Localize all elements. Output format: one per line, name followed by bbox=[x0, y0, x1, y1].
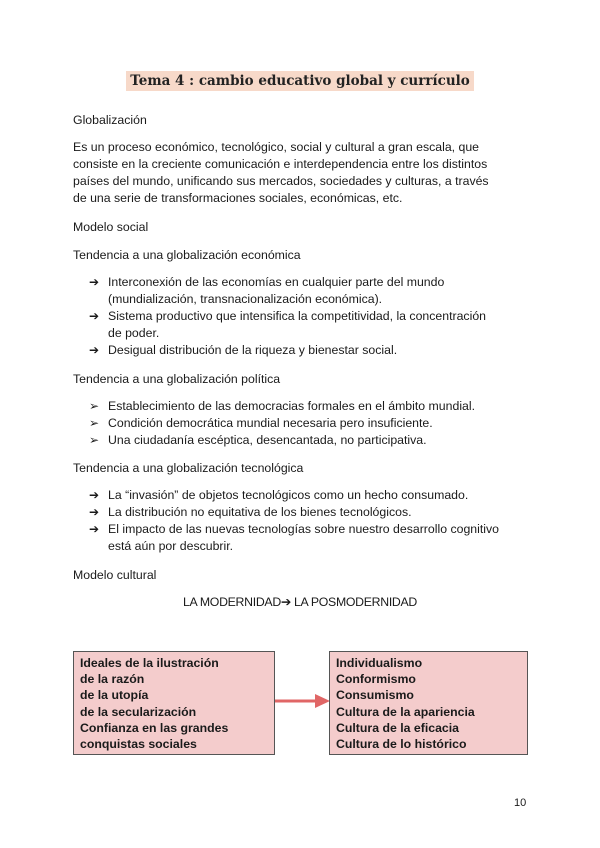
page-number: 10 bbox=[514, 797, 527, 809]
list-item-line: Establecimiento de las democracias formales en el ámbito mundial. bbox=[108, 399, 476, 413]
right-arrow-icon bbox=[275, 693, 331, 709]
box-line: Cultura de la eficacia bbox=[336, 720, 460, 735]
page-title: Tema 4 : cambio educativo global y currículo bbox=[126, 71, 474, 91]
box-line: Cultura de la apariencia bbox=[336, 704, 475, 719]
paragraph-line: países del mundo, unificando sus mercados, sociedades y culturas, a través bbox=[73, 174, 489, 188]
list-item bbox=[89, 432, 539, 449]
box-line: Cultura de lo histórico bbox=[336, 737, 467, 752]
arrow-bullet-icon: ➔ bbox=[89, 505, 100, 519]
arrow-bullet-icon: ➔ bbox=[89, 275, 100, 289]
arrow-bullet-icon: ➔ bbox=[89, 309, 100, 323]
chevron-bullet-icon: ➢ bbox=[89, 416, 100, 430]
chevron-bullet-icon: ➢ bbox=[89, 433, 100, 447]
list-item-line: La distribución no equitativa de los bienes tecnológicos. bbox=[108, 505, 412, 519]
modernidad-box bbox=[73, 651, 275, 755]
list-item bbox=[89, 504, 539, 521]
list-item bbox=[89, 521, 539, 555]
modelo-cultural-heading: Modelo cultural bbox=[73, 568, 157, 582]
box-line: Consumismo bbox=[336, 688, 414, 703]
chevron-bullet-icon: ➢ bbox=[89, 399, 100, 413]
globalizacion-paragraph bbox=[73, 139, 533, 207]
title-wrap bbox=[0, 71, 600, 91]
posmodernidad-box bbox=[329, 651, 528, 755]
box-line: de la secularización bbox=[80, 704, 197, 719]
list-item-line: Interconexión de las economías en cualquier parte del mundo bbox=[108, 275, 445, 289]
paragraph-line: de una serie de transformaciones sociales, económicas, etc. bbox=[73, 191, 403, 205]
tendencia-politica-heading: Tendencia a una globalización política bbox=[73, 372, 281, 386]
list-item bbox=[89, 398, 539, 415]
arrow-bullet-icon: ➔ bbox=[89, 488, 100, 502]
paragraph-line: Es un proceso económico, tecnológico, social y cultural a gran escala, que bbox=[73, 140, 480, 154]
list-item-line: Sistema productivo que intensifica la competitividad, la concentración bbox=[108, 309, 486, 323]
list-item-line: Desigual distribución de la riqueza y bienestar social. bbox=[108, 343, 398, 357]
box-line: Individualismo bbox=[336, 656, 423, 670]
modernidad-line: LA MODERNIDAD➔ LA POSMODERNIDAD bbox=[182, 595, 417, 609]
box-line: de la razón bbox=[80, 672, 145, 687]
list-item-line: está aún por descubrir. bbox=[108, 539, 234, 553]
modelo-social-heading: Modelo social bbox=[73, 220, 149, 234]
box-line: Confianza en las grandes bbox=[80, 720, 229, 735]
list-item-line: (mundialización, transnacionalización económica). bbox=[108, 292, 383, 306]
box-line: conquistas sociales bbox=[80, 737, 197, 752]
globalizacion-heading: Globalización bbox=[73, 113, 147, 127]
list-item bbox=[89, 342, 539, 359]
list-item bbox=[89, 308, 539, 342]
paragraph-line: consiste en la creciente comunicación e interdependencia entre los distintos bbox=[73, 157, 488, 171]
list-item-line: Una ciudadanía escéptica, desencantada, no participativa. bbox=[108, 433, 427, 447]
tendencia-economica-heading: Tendencia a una globalización económica bbox=[73, 248, 301, 262]
list-item-line: de poder. bbox=[108, 326, 160, 340]
politica-list bbox=[89, 398, 539, 449]
list-item-line: El impacto de las nuevas tecnologías sobre nuestro desarrollo cognitivo bbox=[108, 522, 499, 536]
list-item-line: La “invasión” de objetos tecnológicos como un hecho consumado. bbox=[108, 488, 469, 502]
economica-list bbox=[89, 274, 539, 359]
list-item bbox=[89, 274, 539, 308]
box-line: de la utopía bbox=[80, 688, 149, 703]
arrow-bullet-icon: ➔ bbox=[89, 343, 100, 357]
tendencia-tecnologica-heading: Tendencia a una globalización tecnológica bbox=[73, 461, 304, 475]
list-item bbox=[89, 415, 539, 432]
tecnologica-list bbox=[89, 487, 539, 555]
box-line: Ideales de la ilustración bbox=[80, 656, 219, 670]
list-item bbox=[89, 487, 539, 504]
list-item-line: Condición democrática mundial necesaria pero insuficiente. bbox=[108, 416, 433, 430]
arrow-bullet-icon: ➔ bbox=[89, 522, 100, 536]
box-line: Conformismo bbox=[336, 672, 416, 687]
